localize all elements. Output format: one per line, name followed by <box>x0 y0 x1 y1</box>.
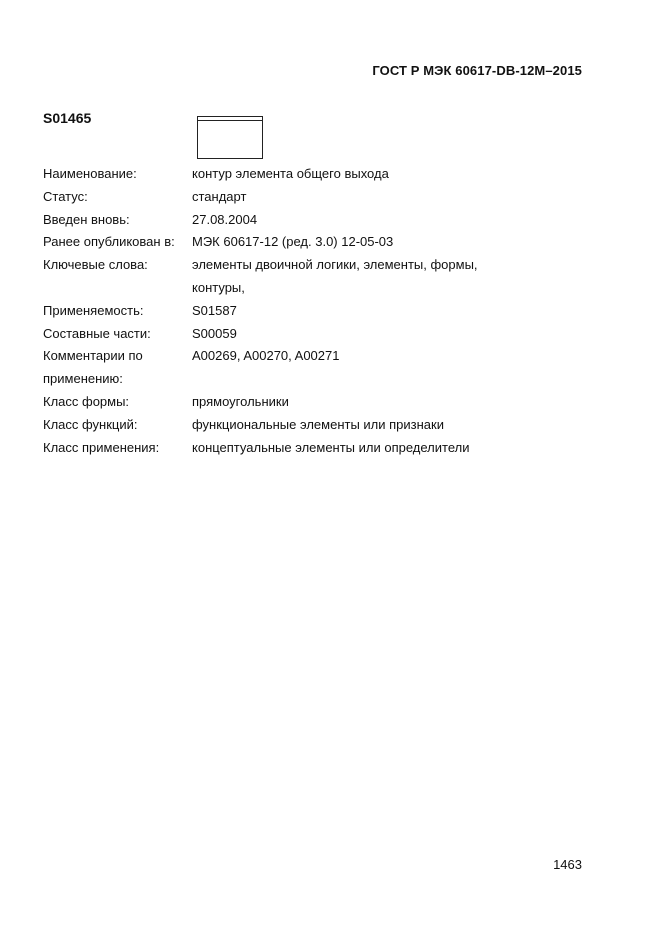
property-value-line: контур элемента общего выхода <box>192 166 389 181</box>
property-value <box>192 300 603 323</box>
property-value <box>192 391 603 414</box>
document-header: ГОСТ Р МЭК 60617-DB-12M–2015 <box>372 63 582 78</box>
property-value-line: A00269, A00270, A00271 <box>192 348 340 364</box>
property-label <box>43 209 193 232</box>
property-row <box>43 323 603 346</box>
property-value-line: элементы двоичной логики, элементы, формы, <box>192 257 478 273</box>
property-row <box>43 231 603 254</box>
property-label <box>43 300 193 323</box>
property-value <box>192 254 603 300</box>
property-label-line: Применяемость: <box>43 302 144 318</box>
property-value-line: МЭК 60617-12 (ред. 3.0) 12-05-03 <box>192 234 394 250</box>
symbol-graphic-icon <box>197 116 263 159</box>
property-label <box>43 186 193 209</box>
property-label <box>43 345 193 391</box>
property-value <box>192 231 603 254</box>
property-label-line: Введен вновь: <box>43 211 130 227</box>
property-value <box>192 414 603 437</box>
property-label-line: Комментарии по <box>43 348 143 364</box>
property-value-line: контуры, <box>192 279 245 295</box>
property-label <box>43 437 193 460</box>
property-row <box>43 300 603 323</box>
property-value <box>192 323 603 346</box>
symbol-properties-table <box>43 163 603 459</box>
property-row <box>43 163 603 186</box>
property-value-line: S01587 <box>192 302 237 318</box>
property-row <box>43 345 603 391</box>
property-label <box>43 231 193 254</box>
property-label-line: применению: <box>43 371 123 387</box>
property-value-line: S00059 <box>192 325 237 341</box>
property-label <box>43 163 193 186</box>
property-row <box>43 209 603 232</box>
property-label-line: Ранее опубликован в: <box>43 234 175 250</box>
property-row <box>43 254 603 300</box>
property-value <box>192 345 603 368</box>
property-value <box>192 209 603 232</box>
symbol-code: S01465 <box>43 110 92 126</box>
symbol-top-band <box>198 120 262 121</box>
property-label-line: Составные части: <box>43 325 151 341</box>
property-label-line: Статус: <box>43 188 88 204</box>
property-value-line: стандарт <box>192 188 247 204</box>
property-label <box>43 391 193 414</box>
property-value-line: прямоугольники <box>192 393 289 409</box>
property-value <box>192 437 603 460</box>
property-row <box>43 391 603 414</box>
property-label <box>43 254 193 277</box>
property-row <box>43 186 603 209</box>
property-value-line: 27.08.2004 <box>192 211 258 227</box>
property-label-line: Ключевые слова: <box>43 257 148 273</box>
property-label-line: Класс применения: <box>43 439 160 455</box>
property-label-line: Класс формы: <box>43 393 130 409</box>
page-number: 1463 <box>553 857 582 872</box>
property-label <box>43 414 193 437</box>
property-row <box>43 437 603 460</box>
property-label-line: Класс функций: <box>43 416 138 432</box>
property-value <box>192 186 603 209</box>
property-value-line: концептуальные элементы или определители <box>192 439 470 455</box>
property-row <box>43 414 603 437</box>
property-label-line: Наименование: <box>43 166 137 181</box>
property-value <box>192 163 603 186</box>
property-value-line: функциональные элементы или признаки <box>192 416 444 432</box>
property-label <box>43 323 193 346</box>
